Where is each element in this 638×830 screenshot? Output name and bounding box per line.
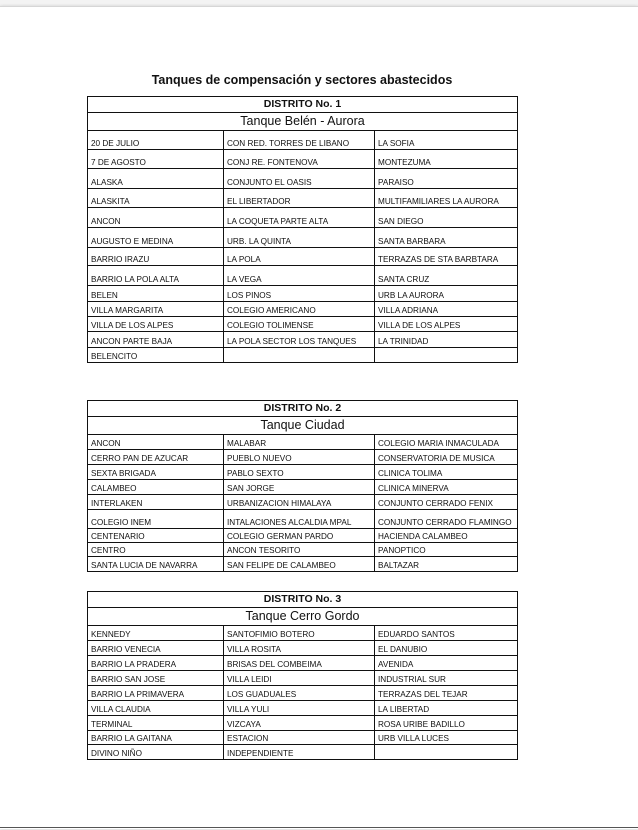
table-cell: SEXTA BRIGADA [88, 465, 224, 479]
table-cell: BALTAZAR [378, 561, 420, 570]
table-cell: ANCON [88, 435, 224, 449]
table-row [88, 670, 517, 685]
page-bottom-rule [0, 827, 638, 828]
table-cell: COLEGIO MARIA INMACULADA [378, 439, 500, 448]
district-2-tank-name: Tanque Ciudad [88, 417, 517, 435]
table-cell: VILLA DE LOS ALPES [378, 321, 461, 330]
district-1-label: DISTRITO No. 1 [88, 97, 517, 113]
table-row [88, 556, 517, 571]
table-cell: AVENIDA [378, 660, 414, 669]
table-row [88, 542, 517, 556]
table-row [88, 168, 517, 188]
table-cell: ANCON TESORITO [224, 543, 375, 556]
table-cell: VILLA MARGARITA [88, 302, 224, 316]
table-cell: ANCON [88, 208, 224, 227]
table-row [88, 640, 517, 655]
table-cell: INTERLAKEN [88, 495, 224, 509]
table-cell: BARRIO VENECIA [88, 641, 224, 655]
table-row [88, 449, 517, 464]
table-cell: EL DANUBIO [378, 645, 428, 654]
table-row [88, 744, 517, 759]
table-cell: LA VEGA [224, 266, 375, 285]
table-cell: VILLA YULI [224, 701, 375, 715]
district-3-table [87, 591, 518, 760]
table-cell: CLINICA TOLIMA [378, 469, 443, 478]
table-cell: AUGUSTO E MEDINA [88, 228, 224, 247]
table-cell: INTALACIONES ALCALDIA MPAL [224, 510, 375, 528]
table-cell: CON RED. TORRES DE LIBANO [224, 131, 375, 149]
table-cell: SAN JORGE [224, 480, 375, 494]
table-cell: COLEGIO GERMAN PARDO [224, 529, 375, 542]
table-row [88, 435, 517, 449]
table-cell: LOS PINOS [224, 286, 375, 301]
table-row [88, 188, 517, 207]
table-cell: BARRIO IRAZU [88, 248, 224, 265]
table-cell: COLEGIO TOLIMENSE [224, 317, 375, 331]
table-row [88, 715, 517, 730]
table-row [88, 227, 517, 247]
table-cell: SANTOFIMIO BOTERO [224, 626, 375, 640]
district-3-tank-name: Tanque Cerro Gordo [88, 608, 517, 626]
table-cell: LA TRINIDAD [378, 337, 429, 346]
table-cell [375, 348, 517, 362]
table-row [88, 464, 517, 479]
table-cell: ALASKITA [88, 189, 224, 207]
table-cell: SAN DIEGO [378, 217, 424, 226]
table-cell: VILLA LEIDI [224, 671, 375, 685]
table-cell: CONSERVATORIA DE MUSICA [378, 454, 495, 463]
document-title: Tanques de compensación y sectores abastecidos [151, 73, 453, 87]
table-cell: CERRO PAN DE AZUCAR [88, 450, 224, 464]
table-cell: LOS GUADUALES [224, 686, 375, 700]
district-1-tank-name: Tanque Belén - Aurora [88, 113, 517, 131]
table-cell [224, 348, 375, 362]
table-cell: TERRAZAS DEL TEJAR [378, 690, 468, 699]
district-2-rows [88, 435, 517, 571]
district-3-rows [88, 626, 517, 759]
table-cell: SANTA CRUZ [378, 275, 430, 284]
table-row [88, 626, 517, 640]
table-cell: VILLA ADRIANA [378, 306, 439, 315]
table-cell: URB VILLA LUCES [378, 734, 449, 743]
table-row [88, 730, 517, 744]
table-cell: VILLA CLAUDIA [88, 701, 224, 715]
table-cell: INDUSTRIAL SUR [378, 675, 446, 684]
table-cell: 20 DE JULIO [88, 131, 224, 149]
table-row [88, 207, 517, 227]
district-1-table [87, 96, 518, 363]
table-row [88, 700, 517, 715]
table-cell: ESTACION [224, 731, 375, 744]
table-cell: PANOPTICO [378, 546, 426, 555]
table-row [88, 685, 517, 700]
table-cell: TERMINAL [88, 716, 224, 730]
table-cell: ROSA URIBE BADILLO [378, 720, 465, 729]
table-cell: BELENCITO [88, 348, 224, 362]
table-cell: SAN FELIPE DE CALAMBEO [224, 557, 375, 571]
table-cell: URB. LA QUINTA [224, 228, 375, 247]
table-cell: CLINICA MINERVA [378, 484, 449, 493]
table-cell: CONJUNTO CERRADO FENIX [378, 499, 493, 508]
table-cell: VILLA DE LOS ALPES [88, 317, 224, 331]
table-cell: LA SOFIA [378, 139, 415, 148]
table-cell: CENTRO [88, 543, 224, 556]
table-cell: BARRIO SAN JOSE [88, 671, 224, 685]
table-row [88, 331, 517, 347]
table-cell: BARRIO LA POLA ALTA [88, 266, 224, 285]
table-cell: PABLO SEXTO [224, 465, 375, 479]
table-cell: BARRIO LA PRADERA [88, 656, 224, 670]
table-cell: DIVINO NIÑO [88, 745, 224, 759]
table-cell: KENNEDY [88, 626, 224, 640]
table-cell: SANTA LUCIA DE NAVARRA [88, 557, 224, 571]
table-cell: VILLA ROSITA [224, 641, 375, 655]
district-2-table [87, 400, 518, 572]
table-cell: CALAMBEO [88, 480, 224, 494]
table-cell: ANCON PARTE BAJA [88, 332, 224, 347]
table-row [88, 285, 517, 301]
table-row [88, 149, 517, 168]
table-cell: HACIENDA CALAMBEO [378, 532, 468, 541]
table-row [88, 509, 517, 528]
district-3-label: DISTRITO No. 3 [88, 592, 517, 608]
table-cell: PUEBLO NUEVO [224, 450, 375, 464]
table-row [88, 316, 517, 331]
table-cell: MULTIFAMILIARES LA AURORA [378, 197, 499, 206]
table-cell: BRISAS DEL COMBEIMA [224, 656, 375, 670]
table-cell: BELEN [88, 286, 224, 301]
table-cell: COLEGIO AMERICANO [224, 302, 375, 316]
table-cell: MALABAR [224, 435, 375, 449]
table-cell [375, 745, 517, 759]
district-2-label: DISTRITO No. 2 [88, 401, 517, 417]
table-cell: LA POLA [224, 248, 375, 265]
table-cell: PARAISO [378, 178, 414, 187]
table-cell: MONTEZUMA [378, 158, 431, 167]
table-row [88, 347, 517, 362]
table-cell: INDEPENDIENTE [224, 745, 375, 759]
table-cell: SANTA BARBARA [378, 237, 446, 246]
table-row [88, 247, 517, 265]
table-cell: CENTENARIO [88, 529, 224, 542]
table-cell: EL LIBERTADOR [224, 189, 375, 207]
table-cell: LA COQUETA PARTE ALTA [224, 208, 375, 227]
table-row [88, 479, 517, 494]
table-cell: BARRIO LA GAITANA [88, 731, 224, 744]
table-cell: URBANIZACION HIMALAYA [224, 495, 375, 509]
table-row [88, 528, 517, 542]
table-row [88, 494, 517, 509]
table-row [88, 301, 517, 316]
table-cell: EDUARDO SANTOS [378, 630, 455, 639]
table-cell: CONJ RE. FONTENOVA [224, 150, 375, 168]
table-row [88, 131, 517, 149]
table-row [88, 265, 517, 285]
district-1-rows [88, 131, 517, 362]
table-cell: COLEGIO INEM [88, 510, 224, 528]
table-cell: CONJUNTO EL OASIS [224, 169, 375, 188]
table-cell: BARRIO LA PRIMAVERA [88, 686, 224, 700]
table-cell: CONJUNTO CERRADO FLAMINGO [378, 518, 512, 527]
table-cell: LA POLA SECTOR LOS TANQUES [224, 332, 375, 347]
table-cell: URB LA AURORA [378, 291, 444, 300]
table-row [88, 655, 517, 670]
table-cell: LA LIBERTAD [378, 705, 430, 714]
table-cell: 7 DE AGOSTO [88, 150, 224, 168]
table-cell: ALASKA [88, 169, 224, 188]
table-cell: VIZCAYA [224, 716, 375, 730]
table-cell: TERRAZAS DE STA BARBTARA [378, 255, 499, 264]
